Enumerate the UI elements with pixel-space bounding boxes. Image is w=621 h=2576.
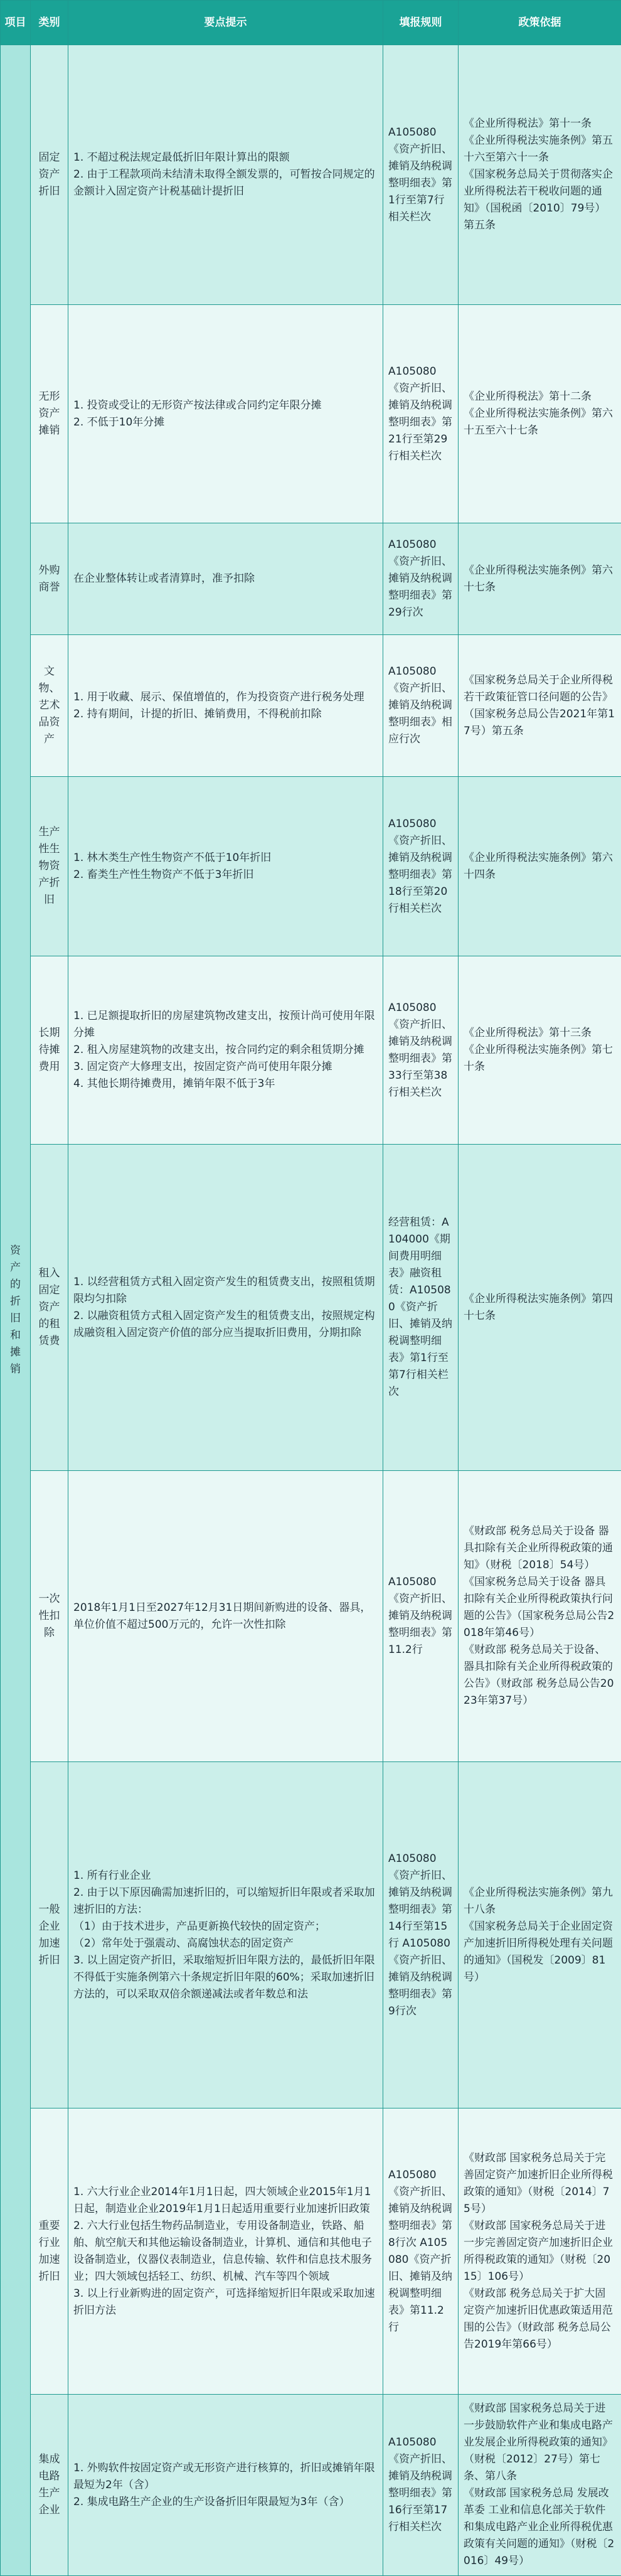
- rule-cell: A105080《资产折旧、摊销及纳税调整明细表》第29行次: [383, 523, 459, 635]
- rule-cell: A105080《资产折旧、摊销及纳税调整明细表》第11.2行: [383, 1471, 459, 1762]
- points-cell: [68, 1471, 383, 1762]
- basis-line: 《企业所得税法实施条例》第五十六至第六十一条: [464, 132, 616, 166]
- basis-line: 《国家税务总局关于贯彻落实企业所得税法若干税收问题的通知》（国税函〔2010〕79号）第五条: [464, 166, 616, 234]
- table-row: [1, 635, 621, 777]
- table-row: [1, 777, 621, 956]
- category-cell: 一般企业加速折旧: [31, 1762, 68, 2108]
- category-cell: 文物、艺术品资产: [31, 635, 68, 777]
- header-row: [1, 1, 621, 45]
- point-line: 2. 由于工程款项尚未结清未取得全额发票的，可暂按合同规定的金额计入固定资产计税基础计提折旧: [73, 166, 378, 200]
- point-line: 1. 外购软件按固定资产或无形资产进行核算的，折旧或摊销年限最短为2年（含）: [73, 2460, 378, 2494]
- point-line: 1. 所有行业企业: [73, 1868, 378, 1884]
- point-line: 2. 由于以下原因确需加速折旧的，可以缩短折旧年限或者采取加速折旧的方法：: [73, 1884, 378, 1918]
- points-cell: [68, 45, 383, 305]
- basis-line: 《财政部 国家税务总局 发展改革委 工业和信息化部关于软件和集成电路产业企业所得税优惠政策有关问题的通知》（财税〔2016〕49号）: [464, 2485, 616, 2570]
- point-line: 1. 不超过税法规定最低折旧年限计算出的限额: [73, 149, 378, 166]
- point-line: 2. 不低于10年分摊: [73, 414, 378, 431]
- category-cell: 长期待摊费用: [31, 956, 68, 1145]
- basis-line: 《企业所得税法实施条例》第六十七条: [464, 562, 616, 596]
- basis-cell: [459, 956, 621, 1145]
- basis-line: 《财政部 税务总局关于扩大固定资产加速折旧优惠政策适用范围的公告》（财政部 税务总局公告2019年第66号）: [464, 2285, 616, 2353]
- basis-line: 《国家税务总局关于企业固定资产加速折旧所得税处理有关问题的通知》（国税发〔2009〕81号）: [464, 1918, 616, 1986]
- points-cell: [68, 956, 383, 1145]
- point-line: 1. 林木类生产性生物资产不低于10年折旧: [73, 850, 378, 867]
- rule-cell: A105080《资产折旧、摊销及纳税调整明细表》相应行次: [383, 635, 459, 777]
- points-cell: [68, 777, 383, 956]
- rule-cell: A105080《资产折旧、摊销及纳税调整明细表》第18行至第20行相关栏次: [383, 777, 459, 956]
- basis-line: 《企业所得税法》第十三条: [464, 1025, 616, 1042]
- rule-cell: A105080《资产折旧、摊销及纳税调整明细表》第14行至第15行 A105080《资产折旧、摊销及纳税调整明细表》第9行次: [383, 1762, 459, 2108]
- basis-line: 《企业所得税法实施条例》第九十八条: [464, 1884, 616, 1918]
- basis-cell: [459, 1471, 621, 1762]
- point-line: 4. 其他长期待摊费用，摊销年限不低于3年: [73, 1076, 378, 1093]
- basis-line: 《企业所得税法实施条例》第四十七条: [464, 1291, 616, 1325]
- point-line: 3. 固定资产大修理支出，按固定资产尚可使用年限分摊: [73, 1059, 378, 1076]
- basis-cell: [459, 1762, 621, 2108]
- table-row: [1, 1145, 621, 1471]
- table-row: [1, 45, 621, 305]
- project-cell: 资产的折旧和摊销: [1, 45, 31, 2576]
- category-cell: 外购商誉: [31, 523, 68, 635]
- table-row: [1, 2108, 621, 2395]
- header-project: 项目: [1, 1, 31, 45]
- header-points: 要点提示: [68, 1, 383, 45]
- basis-line: 《企业所得税法》第十二条: [464, 388, 616, 405]
- category-cell: 租入固定资产的租赁费: [31, 1145, 68, 1471]
- table-row: [1, 2395, 621, 2576]
- points-cell: [68, 635, 383, 777]
- basis-line: 《财政部 税务总局关于设备 器具扣除有关企业所得税政策的通知》（财税〔2018〕54号）: [464, 1523, 616, 1574]
- basis-cell: [459, 2395, 621, 2576]
- point-line: 2. 集成电路生产企业的生产设备折旧年限最短为3年（含）: [73, 2494, 378, 2511]
- header-category: 类别: [31, 1, 68, 45]
- basis-cell: [459, 1145, 621, 1471]
- table-row: [1, 523, 621, 635]
- point-line: 3. 以上固定资产折旧，采取缩短折旧年限方法的，最低折旧年限不得低于实施条例第六十条规定折旧年限的60%；采取加速折旧方法的，可以采取双倍余额递减法或者年数总和法: [73, 1952, 378, 2003]
- point-line: 在企业整体转让或者清算时，准予扣除: [73, 570, 378, 587]
- basis-line: 《国家税务总局关于设备 器具扣除有关企业所得税政策执行问题的公告》（国家税务总局公告2018年第46号）: [464, 1574, 616, 1642]
- header-rule: 填报规则: [383, 1, 459, 45]
- basis-cell: [459, 305, 621, 523]
- point-line: 2. 六大行业包括生物药品制造业，专用设备制造业，铁路、船舶、航空航天和其他运输设备制造业，计算机、通信和其他电子设备制造业，仪器仪表制造业，信息传输、软件和信息技术服务业；四大领域包括轻工、纺织、机械、汽车等四个领域: [73, 2218, 378, 2285]
- rule-cell: A105080《资产折旧、摊销及纳税调整明细表》第33行至第38行相关栏次: [383, 956, 459, 1145]
- point-line: 2. 畜类生产性生物资产不低于3年折旧: [73, 867, 378, 884]
- basis-cell: [459, 635, 621, 777]
- point-line: 1. 投资或受让的无形资产按法律或合同约定年限分摊: [73, 397, 378, 414]
- point-line: 2. 租入房屋建筑物的改建支出，按合同约定的剩余租赁期分摊: [73, 1042, 378, 1059]
- basis-line: 《企业所得税法》第十一条: [464, 115, 616, 132]
- category-cell: 生产性生物资产折旧: [31, 777, 68, 956]
- header-basis: 政策依据: [459, 1, 621, 45]
- rule-cell: A105080《资产折旧、摊销及纳税调整明细表》第8行次 A105080《资产折旧、摊销及纳税调整明细表》第11.2行: [383, 2108, 459, 2395]
- point-line: 1. 用于收藏、展示、保值增值的，作为投资资产进行税务处理: [73, 689, 378, 706]
- point-line: 1. 已足额提取折旧的房屋建筑物改建支出，按预计尚可使用年限分摊: [73, 1008, 378, 1042]
- basis-line: 《国家税务总局关于企业所得税若干政策征管口径问题的公告》（国家税务总局公告2021年第17号）第五条: [464, 672, 616, 740]
- rule-cell: A105080《资产折旧、摊销及纳税调整明细表》第1行至第7行相关栏次: [383, 45, 459, 305]
- table-row: [1, 1762, 621, 2108]
- basis-line: 《企业所得税法实施条例》第七十条: [464, 1042, 616, 1076]
- points-cell: [68, 1762, 383, 2108]
- point-line: 2. 持有期间，计提的折旧、摊销费用，不得税前扣除: [73, 706, 378, 723]
- basis-cell: [459, 2108, 621, 2395]
- basis-line: 《财政部 国家税务总局关于完善固定资产加速折旧企业所得税政策的通知》（财税〔2014〕75号）: [464, 2150, 616, 2218]
- basis-line: 《财政部 国家税务总局关于进一步鼓励软件产业和集成电路产业发展企业所得税政策的通知》（财税〔2012〕27号）第七条、第八条: [464, 2400, 616, 2485]
- category-cell: 固定资产折旧: [31, 45, 68, 305]
- table-body: [1, 45, 621, 2576]
- point-line: （1）由于技术进步，产品更新换代较快的固定资产；: [73, 1918, 378, 1935]
- table-row: [1, 1471, 621, 1762]
- category-cell: 一次性扣除: [31, 1471, 68, 1762]
- points-cell: [68, 2108, 383, 2395]
- basis-cell: [459, 523, 621, 635]
- basis-cell: [459, 777, 621, 956]
- table-row: [1, 305, 621, 523]
- category-cell: 重要行业加速折旧: [31, 2108, 68, 2395]
- basis-line: 《企业所得税法实施条例》第六十四条: [464, 850, 616, 884]
- rule-cell: A105080《资产折旧、摊销及纳税调整明细表》第16行至第17行相关栏次: [383, 2395, 459, 2576]
- basis-line: 《企业所得税法实施条例》第六十五至六十七条: [464, 405, 616, 439]
- point-line: 1. 六大行业企业2014年1月1日起，四大领域企业2015年1月1日起，制造业企业2019年1月1日起适用重要行业加速折旧政策: [73, 2184, 378, 2218]
- rule-cell: 经营租赁：A104000《期间费用明细表》融资租赁：A105080《资产折旧、摊销及纳税调整明细表》第1行至第7行相关栏次: [383, 1145, 459, 1471]
- basis-line: 《财政部 税务总局关于设备、器具扣除有关企业所得税政策的公告》（财政部 税务总局公告2023年第37号）: [464, 1642, 616, 1709]
- point-line: （2）常年处于强震动、高腐蚀状态的固定资产: [73, 1935, 378, 1952]
- point-line: 3. 以上行业新购进的固定资产，可选择缩短折旧年限或采取加速折旧方法: [73, 2285, 378, 2319]
- points-cell: [68, 523, 383, 635]
- basis-cell: [459, 45, 621, 305]
- points-cell: [68, 2395, 383, 2576]
- table-row: [1, 956, 621, 1145]
- rule-cell: A105080《资产折旧、摊销及纳税调整明细表》第21行至第29行相关栏次: [383, 305, 459, 523]
- category-cell: 集成电路生产企业: [31, 2395, 68, 2576]
- points-cell: [68, 305, 383, 523]
- points-cell: [68, 1145, 383, 1471]
- category-cell: 无形资产摊销: [31, 305, 68, 523]
- point-line: 2018年1月1日至2027年12月31日期间新购进的设备、器具，单位价值不超过500万元的，允许一次性扣除: [73, 1600, 378, 1633]
- basis-line: 《财政部 国家税务总局关于进一步完善固定资产加速折旧企业所得税政策的通知》（财税〔2015〕106号）: [464, 2218, 616, 2285]
- point-line: 2. 以融资租赁方式租入固定资产发生的租赁费支出，按照规定构成融资租入固定资产价值的部分应当提取折旧费用，分期扣除: [73, 1308, 378, 1342]
- point-line: 1. 以经营租赁方式租入固定资产发生的租赁费支出，按照租赁期限均匀扣除: [73, 1274, 378, 1308]
